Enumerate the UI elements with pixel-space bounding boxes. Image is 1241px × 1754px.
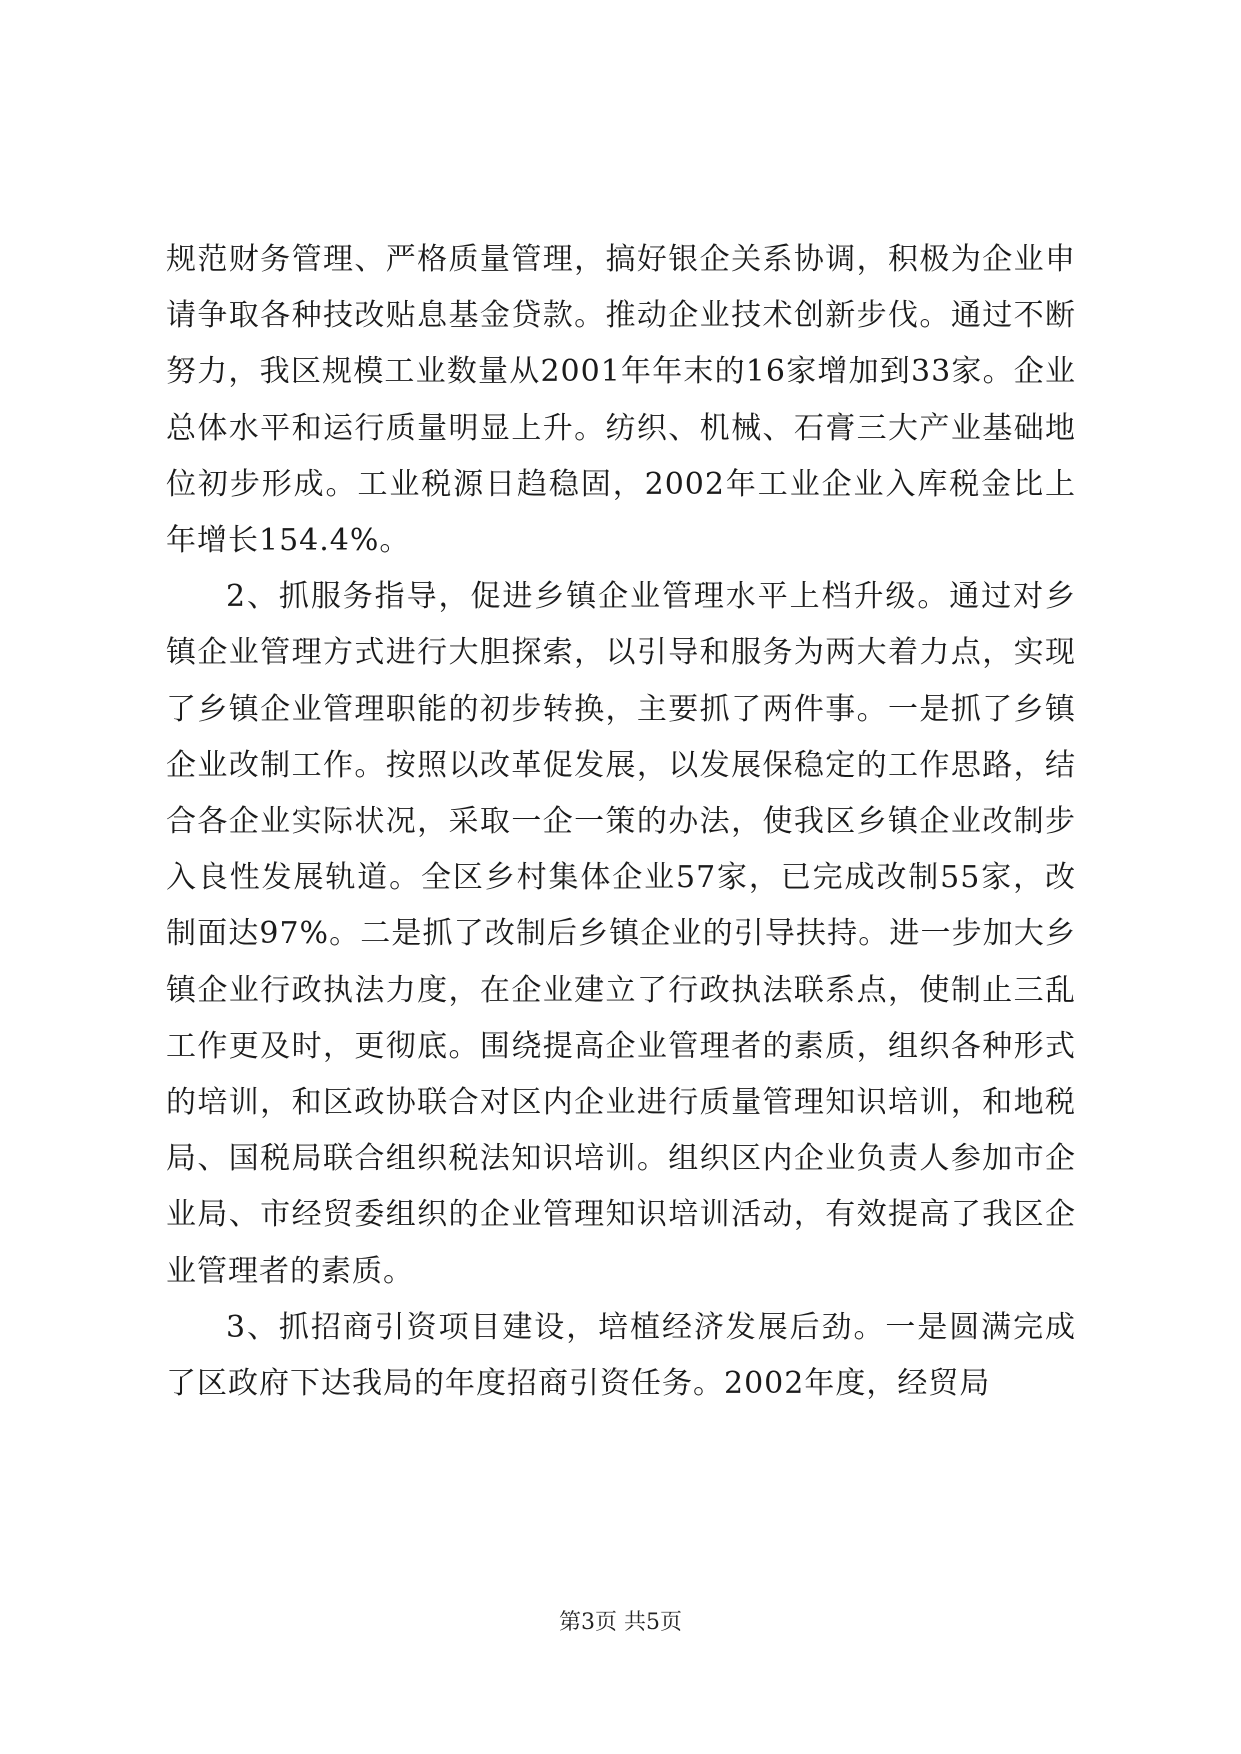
paragraph-2: 2、抓服务指导，促进乡镇企业管理水平上档升级。通过对乡镇企业管理方式进行大胆探索，以引导和服务为两大着力点，实现了乡镇企业管理职能的初步转换，主要抓了两件事。一是抓了乡镇企业改制工作。按照以改革促发展，以发展保稳定的工作思路，结合各企业实际状况，采取一企一策的办法，使我区乡镇企业改制步入良性发展轨道。全区乡村集体企业57家，已完成改制55家，改制面达97%。二是抓了改制后乡镇企业的引导扶持。进一步加大乡镇企业行政执法力度，在企业建立了行政执法联系点，使制止三乱工作更及时，更彻底。围绕提高企业管理者的素质，组织各种形式的培训，和区政协联合对区内企业进行质量管理知识培训，和地税局、国税局联合组织税法知识培训。组织区内企业负责人参加市企业局、市经贸委组织的企业管理知识培训活动，有效提高了我区企业管理者的素质。 [166,579,1076,1289]
document-body [166,232,1076,1412]
page-number-label: 第3页 共5页 [559,1610,682,1635]
page-footer [0,1608,1241,1638]
paragraph-3: 3、抓招商引资项目建设，培植经济发展后劲。一是圆满完成了区政府下达我局的年度招商引资任务。2002年度，经贸局 [166,1309,1076,1402]
paragraph-1: 规范财务管理、严格质量管理，搞好银企关系协调，积极为企业申请争取各种技改贴息基金贷款。推动企业技术创新步伐。通过不断努力，我区规模工业数量从2001年年末的16家增加到33家。企业总体水平和运行质量明显上升。纺织、机械、石膏三大产业基础地位初步形成。工业税源日趋稳固，2002年工业企业入库税金比上年增长154.4%。 [166,242,1076,559]
